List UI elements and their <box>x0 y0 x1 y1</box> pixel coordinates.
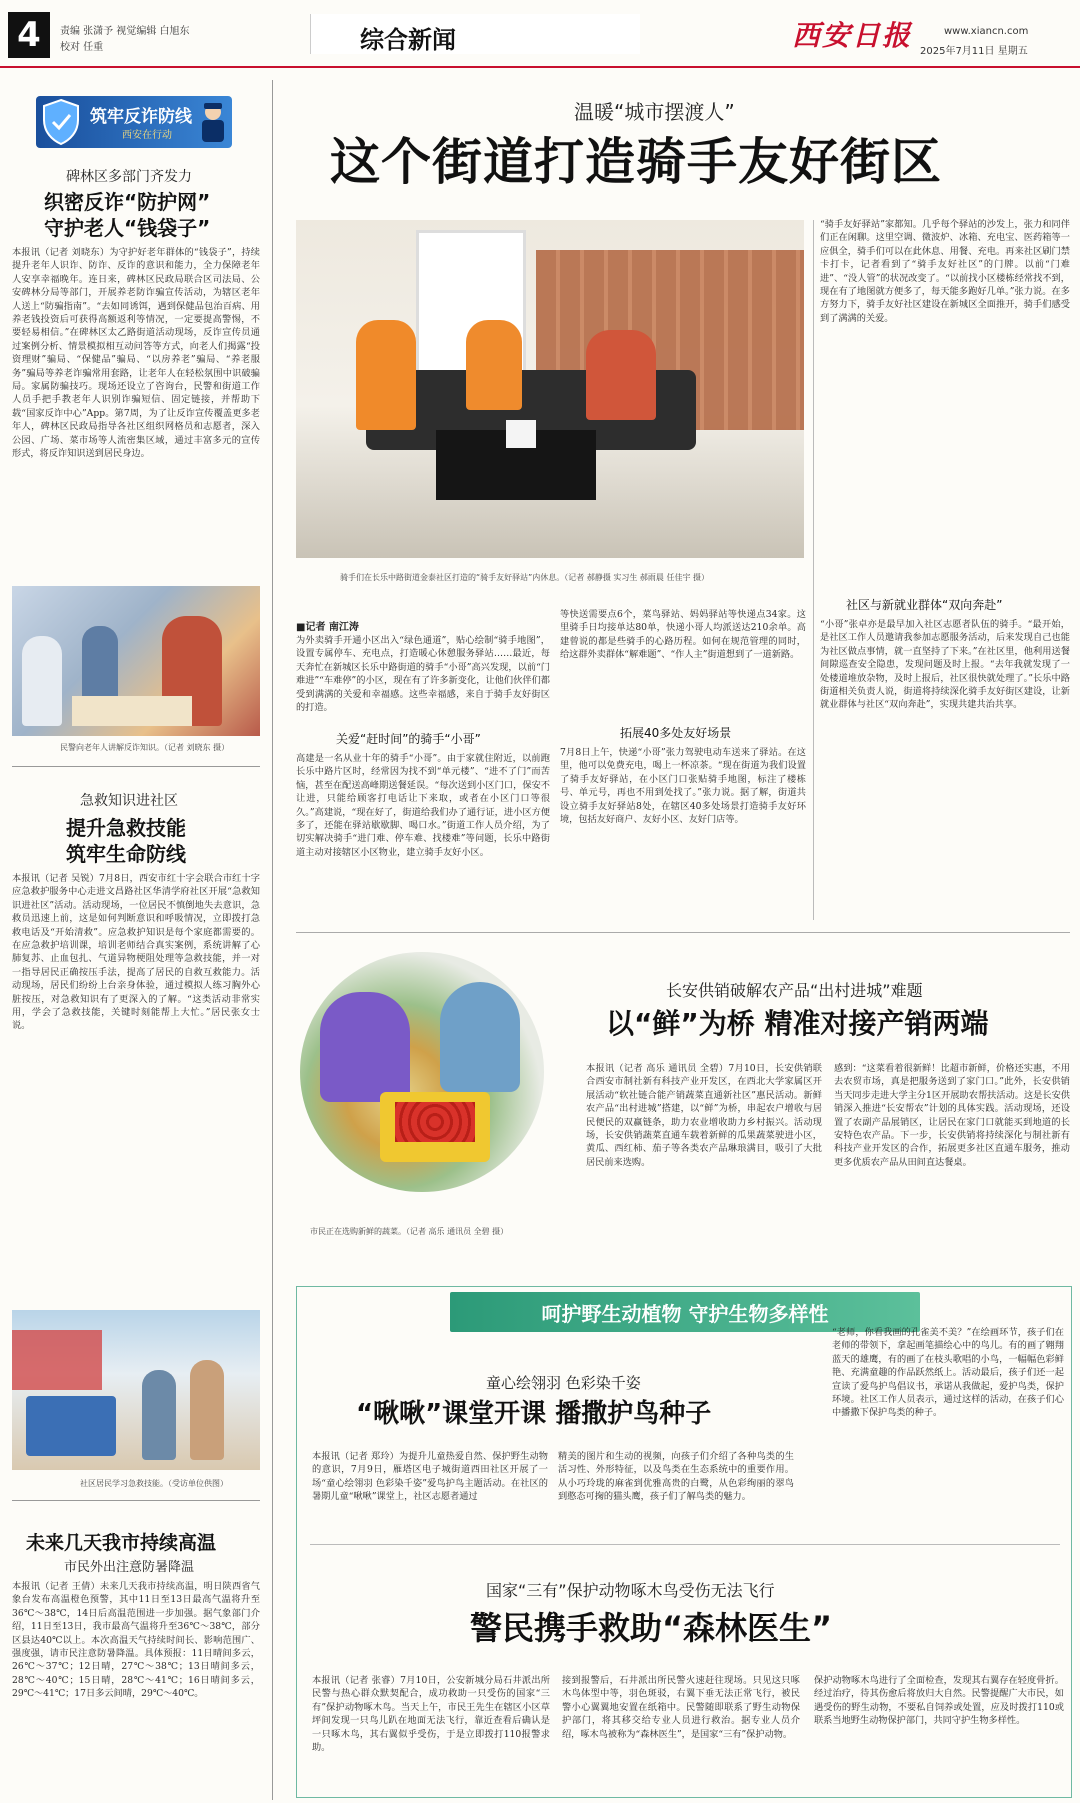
rider-col2: 等快送需要点6个，菜鸟驿站、妈妈驿站等快递点34家。这里骑手日均接单达80单，快递小哥人均派送达210余单。高建曾说的都是些骑手的心路历程。如何在规范管理的同时，给这群外卖群体“解难题”、“作人主”街道想到了一道新路。 <box>560 609 806 661</box>
editors-line-2: 校对 任重 <box>60 42 104 53</box>
bird-headline: “啾啾”课堂开课 播撒护鸟种子 <box>356 1399 712 1429</box>
rider-photo-caption: 骑手们在长乐中路街道金泰社区打造的“骑手友好驿站”内休息。（记者 郝静摄 实习生 郝雨晨 任佳宇 摄） <box>340 573 709 582</box>
wildlife-banner: 呵护野生动植物 守护生物多样性 <box>450 1292 920 1332</box>
bird-col1: 本报讯（记者 郑玲）为提升儿童热爱自然、保护野生动物的意识，7月9日，雁塔区电子城街道西田社区开展了一场“童心绘翎羽 色彩染千姿”爱鸟护鸟主题活动。在社区的暑期儿童“啾啾”课堂上，社区志愿者通过 <box>312 1451 548 1503</box>
weather-body: 本报讯（记者 王倩）未来几天我市持续高温，明日陕西省气象台发布高温橙色预警，其中11日至13日最高气温将升至36℃～38℃，14日后高温范围进一步加强。据气象部门介绍，11日至13日，我市最高气温将升至36℃～38℃，部分区县达40℃以上。本次高温天气持续时间长、影响范围广、强度强，请市民注意防暑降温。具体预报：11日晴间多云，26℃～37℃；12日晴，27℃～38℃；13日晴间多云，28℃～40℃；15日晴，28℃～41℃；16日晴间多云，29℃～41℃；17日多云间晴，29℃～40℃。 <box>12 1581 260 1700</box>
produce-photo <box>300 952 544 1192</box>
bird-kicker: 童心绘翎羽 色彩染千姿 <box>486 1374 641 1392</box>
produce-photo-caption: 市民正在选购新鲜的蔬菜。（记者 高乐 通讯员 全碧 摄） <box>310 1227 509 1236</box>
weather-subhead: 市民外出注意防暑降温 <box>64 1560 195 1575</box>
rider-col1: 为外卖骑手开通小区出入“绿色通道”，贴心绘制“骑手地图”，设置专属停车、充电点，打造暖心休憩服务驿站……最近，每天奔忙在新城区长乐中路街道的骑手“小哥”高兴发现，以前“门难进”“车难停”的小区，现在有了许多新变化，让他们伙伴们都受到满满的关爱和幸福感。这些幸福感，来自于骑手友好街区的打造。 <box>296 635 550 714</box>
fraud-kicker: 碑林区多部门齐发力 <box>66 169 192 185</box>
fraud-headline-2: 守护老人“钱袋子” <box>44 216 211 240</box>
left-column-divider <box>272 80 273 1800</box>
firstaid-kicker: 急救知识进社区 <box>80 793 178 809</box>
rider-subhead-3: 社区与新就业群体“双向奔赴” <box>846 598 1003 612</box>
fraud-body: 本报讯（记者 刘晓东）为守护好老年群体的“钱袋子”，持续提升老年人识诈、防诈、反诈的意识和能力，全力保障老年人安享幸福晚年。连日来，碑林区民政局联合区司法局、公安碑林分局等部门，开展养老防诈骗宣传活动，为辖区老年人送上“防骗指南”。“去如同诱饵，遇到保健品包治百病、用养老钱投资后可获得高额返利等情况，一定要提高警惕，不要轻易相信。”在碑林区太乙路街道活动现场，反诈宣传员通过案例分析、情景模拟相互动问答等方式，向老人们揭露“投资理财”骗局、“保健品”骗局、“以房养老”骗局、“养老服务”骗局等养老诈骗常用套路，让老年人在轻松氛围中识破骗局。家属防骗技巧。现场还设立了咨询台，民警和街道工作人员手把手教老年人识别诈骗短信、固定链接，并帮助下载“国家反诈中心”App。第7周，为了让反诈宣传覆盖更多老年人，碑林区民政局指导各社区组织网格员和志愿者，深入公园、广场、菜市场等人流密集区域，通过丰富多元的宣传形式，将反诈知识送到居民身边。 <box>12 247 260 460</box>
rider-col-divider <box>813 220 814 920</box>
weather-headline: 未来几天我市持续高温 <box>26 1532 217 1554</box>
website: www.xiancn.com <box>944 26 1029 37</box>
firstaid-headline-2: 筑牢生命防线 <box>66 842 186 866</box>
shield-icon <box>40 98 82 146</box>
woodpecker-kicker: 国家“三有”保护动物啄木鸟受伤无法飞行 <box>486 1581 775 1600</box>
page-number: 4 <box>8 12 50 58</box>
firstaid-photo-caption: 社区居民学习急救技能。（受访单位供图） <box>80 1479 228 1488</box>
bird-col2: 精美的图片和生动的视频，向孩子们介绍了各种鸟类的生活习性、外形特征，以及鸟类在生态系统中的重要作用。从小巧玲珑的麻雀到优雅高贵的白鹭，从色彩绚丽的翠鸟到憨态可掬的猫头鹰，孩子们了解鸟类的魅力。 <box>558 1451 794 1503</box>
left-divider-2 <box>12 1500 260 1501</box>
anti-fraud-banner <box>36 96 232 148</box>
left-divider-1 <box>12 766 260 767</box>
firstaid-body: 本报讯（记者 吴锐）7月8日，西安市红十字会联合市红十字应急救护服务中心走进文昌路社区华清学府社区开展“急救知识进社区”活动。活动现场，一位居民不慎倒地失去意识，急救员迅速上前，这是如何判断意识和呼吸情况，立即拨打急救电话及“开始清救”。应急救护知识是每个家庭都需要的。在应急救护培训课，培训老师结合真实案例，系统讲解了心肺复苏、止血包扎、气道异物梗阻处理等急救技能，并一对一指导居民正确按压手法，提高了居民的自救互救能力。活动现场，居民们纷纷上台亲身体验，通过模拟人练习胸外心脏按压，对急救知识有了更深入的了解。“这类活动非常实用，学会了急救技能，关键时刻能帮上大忙。”居民张女士说。 <box>12 873 260 1032</box>
banner-title: 筑牢反诈防线 <box>90 107 192 127</box>
woodpecker-col3: 保护动物啄木鸟进行了全面检查，发现其右翼存在轻度骨折。经过治疗，待其伤愈后将放归大自然。民警提醒广大市民，如遇受伤的野生动物，不要私自饲养或处置，应及时拨打110或联系当地野生动物保护部门，共同守护生物多样性。 <box>814 1675 1064 1727</box>
masthead-logo: 西安日报 <box>792 19 913 52</box>
header-rule <box>0 66 1080 68</box>
rider-subhead-1: 关爱“赶时间”的骑手“小哥” <box>336 732 481 746</box>
section-title: 综合新闻 <box>360 26 456 54</box>
produce-headline: 以“鲜”为桥 精准对接产销两端 <box>606 1007 989 1040</box>
rider-col3: “骑手友好驿站”家都知。几乎每个驿站的沙发上，张力和同伴们正在闲聊。这里空调、微波炉、冰箱、充电宝、医药箱等一应俱全，骑手们可以在此休息、用餐、充电。再来社区刷门禁卡打卡，记者看到了“骑手友好社区”的门牌。以前“门难进”、“没人管”的状况改变了。“以前找小区楼栋经常找不到，现在有了地图就方便多了，每天能多跑好几单。”张力说。在多方努力下，骑手友好社区建设在新城区全面推开，骑手们感受到了满满的关爱。 <box>820 219 1070 324</box>
wildlife-mid-rule <box>310 1544 1060 1545</box>
fraud-photo <box>12 586 260 736</box>
rider-byline: ■记者 南江涛 <box>296 622 359 633</box>
rider-photo <box>296 220 804 558</box>
bird-col3: “老师，你看我画的孔雀美不美？”在绘画环节，孩子们在老师的带领下，拿起画笔描绘心中的鸟儿。有的画了翱翔蓝天的雄鹰，有的画了在枝头歌唱的小鸟，一幅幅色彩鲜艳、充满童趣的作品跃然纸上。活动最后，孩子们还一起宣读了爱鸟护鸟倡议书，承诺从我做起，爱护鸟类，保护环境。社区工作人员表示，通过这样的活动，在孩子们心中播撒下保护鸟类的种子。 <box>832 1327 1064 1419</box>
fraud-headline-1: 织密反诈“防护网” <box>44 190 211 214</box>
rider-kicker: 温暖“城市摆渡人” <box>574 100 735 124</box>
banner-subtitle: 西安在行动 <box>122 130 172 141</box>
rider-col2b: 7月8日上午，快递“小哥”张力驾驶电动车送来了驿站。在这里，他可以免费充电，喝上一杯凉茶。“现在街道为我们设置了骑手友好驿站，在小区门口张贴骑手地图，标注了楼栋号、单元号，再也不用到处找了。”张力说。据了解，街道共设立骑手友好驿站8处，在辖区40多处场景打造骑手友好环境，包括友好商户、友好小区、友好门店等。 <box>560 747 806 826</box>
firstaid-headline-1: 提升急救技能 <box>66 816 186 840</box>
rider-headline: 这个街道打造骑手友好街区 <box>330 133 942 191</box>
produce-kicker: 长安供销破解农产品“出村进城”难题 <box>666 981 923 1000</box>
rider-col1b: 高建是一名从业十年的骑手“小哥”。由于家就住附近，以前跑长乐中路片区时，经常因为找不到“单元楼”、“进不了门”而苦恼，甚至在配送高峰期送餐延误。“每次送到小区门口，保安不让进，只能给顾客打电话让下来取，或者在小区门口等很久。”高建说，“现在好了，街道给我们办了通行证，进小区方便多了，还能在驿站歇歇脚、喝口水。”街道工作人员介绍，为了切实解决骑手“进门难、停车难、找楼难”等问题，长乐中路街道主动对接辖区小区物业，建立骑手友好小区。 <box>296 753 550 858</box>
police-figure-icon <box>198 102 228 144</box>
issue-date: 2025年7月11日 星期五 <box>920 46 1028 57</box>
fraud-photo-caption: 民警向老年人讲解反诈知识。（记者 刘晓东 摄） <box>60 743 230 752</box>
editors-line-1: 责编 张潇予 视觉编辑 白旭东 <box>60 26 190 37</box>
page-header <box>0 0 1080 70</box>
rider-bottom-rule <box>296 932 1070 933</box>
rider-subhead-2: 拓展40多处友好场景 <box>620 726 732 740</box>
woodpecker-col1: 本报讯（记者 张睿）7月10日，公安新城分局石井派出所民警与热心群众默契配合，成功救助一只受伤的国家“三有”保护动物啄木鸟。当天上午，市民王先生在辖区小区草坪间发现一只鸟儿趴在地面无法飞行，靠近查看后确认是一只啄木鸟，其右翼似乎受伤，于是立即拨打110报警求助。 <box>312 1675 550 1754</box>
rider-col3b: “小哥”张卓亦是最早加入社区志愿者队伍的骑手。“最开始，是社区工作人员邀请我参加志愿服务活动，后来发现自己也能为社区做点事情，就一直坚持了下来。”在社区里，他利用送餐间隙巡查安全隐患，发现问题及时上报。“去年我就发现了一处楼道堆放杂物，及时上报后，社区很快就处理了。”长乐中路街道相关负责人说，街道将持续深化骑手友好街区建设，让新就业群体与社区“双向奔赴”，实现共建共治共享。 <box>820 619 1070 711</box>
produce-col1: 本报讯（记者 高乐 通讯员 全碧）7月10日，长安供销联合西安市制社新有科技产业开发区，在西北大学家属区开展活动“软社链合能产销蔬菜直通新社区”惠民活动。新鲜农产品“出村进城”搭建，以“鲜”为桥，串起农户增收与居民便民的双赢链条，助力农业增收助力乡村振兴。活动现场，长安供销蔬菜直通车载着新鲜的瓜果蔬菜驶进小区，黄瓜、西红柿、茄子等各类农产品琳琅满目，吸引了大批居民前来选购。 <box>586 1063 822 1168</box>
woodpecker-col2: 接到报警后，石井派出所民警火速赶往现场。只见这只啄木鸟体型中等，羽色斑驳，右翼下垂无法正常飞行，被民警小心翼翼地安置在纸箱中。民警随即联系了野生动物保护部门，将其移交给专业人员进行救治。据专业人员介绍，啄木鸟被称为“森林医生”，是国家“三有”保护动物。 <box>562 1675 800 1740</box>
firstaid-photo <box>12 1310 260 1470</box>
woodpecker-headline: 警民携手救助“森林医生” <box>470 1609 833 1647</box>
produce-col2: 感到：“这菜看着很新鲜！比超市新鲜，价格还实惠，不用去农贸市场，真是把服务送到了家门口。”此外，长安供销当天同步走进大学主分1区开展助农帮扶活动。这是长安供销深入推进“长安帮农”计划的具体实践。活动现场，还设置了农副产品展销区，让居民在家门口就能买到地道的长安特色农产品。下一步，长安供销将持续深化与制社新有科技产业开发区的合作，拓展更多社区直通车服务，推动更多优质农产品从田间直达餐桌。 <box>834 1063 1070 1168</box>
